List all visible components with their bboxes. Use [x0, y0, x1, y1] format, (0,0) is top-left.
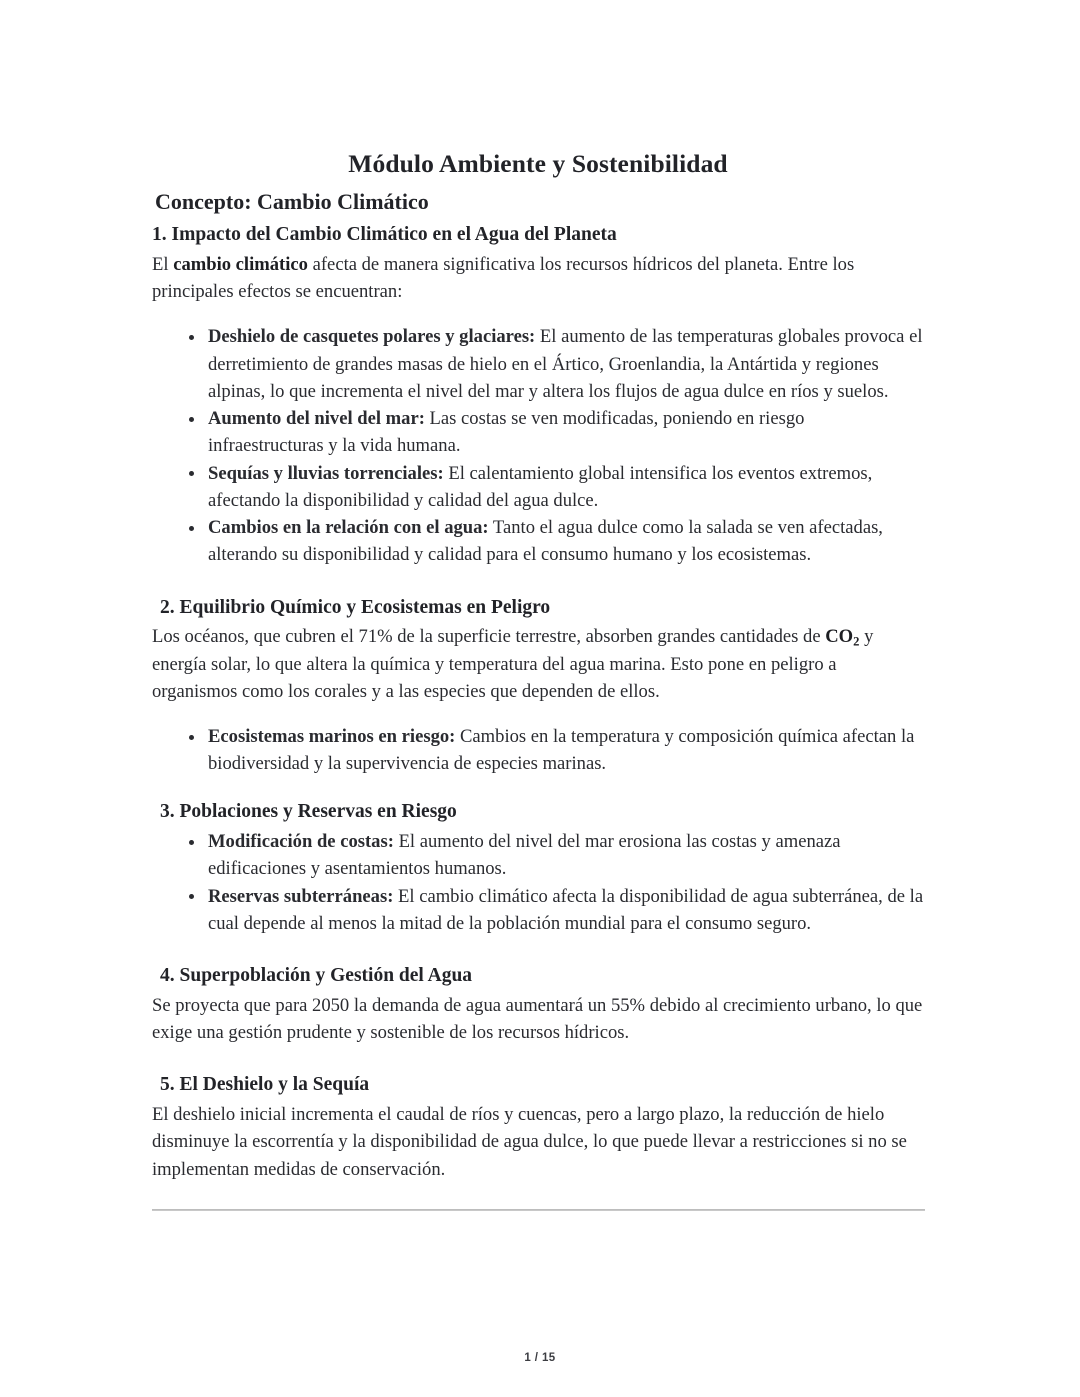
list-item: Sequías y lluvias torrenciales: El calentamiento global intensifica los eventos extremos, afectando la disponibilidad y calidad del agua dulce.: [152, 460, 924, 514]
section-intro-4: Se proyecta que para 2050 la demanda de agua aumentará un 55% debido al crecimiento urbano, lo que exige una gestión prudente y sostenible de los recursos hídricos.: [152, 994, 923, 1044]
page-number-footer: 1 / 15: [524, 1352, 556, 1364]
section-heading-4: 4. Superpoblación y Gestión del Agua: [160, 965, 473, 987]
section-heading-2: 2. Equilibrio Químico y Ecosistemas en Peligro: [160, 596, 551, 618]
spacer: [152, 777, 924, 799]
section-heading-1: 1. Impacto del Cambio Climático en el Agua del Planeta: [152, 224, 617, 246]
spacer: [152, 305, 924, 323]
bullet-list-1: [152, 323, 924, 568]
list-item: Cambios en la relación con el agua: Tanto el agua dulce como la salada se ven afectadas, alterando su disponibilidad y calidad para el consumo humano y los ecosistemas.: [152, 514, 924, 568]
section-heading-5: 5. El Deshielo y la Sequía: [160, 1074, 370, 1096]
document-body: [152, 148, 924, 1219]
list-item: Aumento del nivel del mar: Las costas se ven modificadas, poniendo en riesgo infraestructuras y la vida humana.: [152, 405, 924, 459]
spacer: [152, 705, 924, 723]
spacer: [152, 569, 924, 595]
list-item: Ecosistemas marinos en riesgo: Cambios en la temperatura y composición química afectan la biodiversidad y la supervivencia de especies marinas.: [152, 723, 924, 777]
list-item: Modificación de costas: El aumento del nivel del mar erosiona las costas y amenaza edificaciones y asentamientos humanos.: [152, 828, 924, 882]
bullet-list-2: [152, 723, 924, 777]
bullet-list-3: [152, 828, 924, 937]
section-intro-2: Los océanos, que cubren el 71% de la superficie terrestre, absorben grandes cantidades de $CO_2$ y energía solar, lo que altera la química y temperatura del agua marina. Esto pone en peligro a organismos como los corales y a las especies que dependen de ellos.: [152, 626, 874, 702]
section-intro-1: El cambio climático afecta de manera significativa los recursos hídricos del planeta. Entre los principales efectos se encuentran:: [152, 253, 855, 303]
section-intro-5: El deshielo inicial incrementa el caudal de ríos y cuencas, pero a largo plazo, la reducción de hielo disminuye la escorrentía y la disponibilidad de agua dulce, lo que puede llevar a restricciones si no se implementan medidas de conservación.: [152, 1104, 907, 1180]
page-title: Módulo Ambiente y Sostenibilidad: [348, 149, 728, 178]
list-item: Reservas subterráneas: El cambio climático afecta la disponibilidad de agua subterránea, de la cual depende al menos la mitad de la población mundial para el consumo seguro.: [152, 883, 924, 937]
concept-heading: Concepto: Cambio Climático: [155, 188, 429, 214]
list-item: Deshielo de casquetes polares y glaciares: El aumento de las temperaturas globales provoca el derretimiento de grandes masas de hielo en el Ártico, Groenlandia, la Antártida y regiones alpinas, lo que incrementa el nivel del mar y altera los flujos de agua dulce en ríos y suelos.: [152, 323, 924, 405]
section-heading-3: 3. Poblaciones y Reservas en Riesgo: [160, 801, 457, 823]
section-divider: [152, 1209, 925, 1211]
spacer: [152, 937, 924, 963]
spacer: [152, 1046, 924, 1072]
